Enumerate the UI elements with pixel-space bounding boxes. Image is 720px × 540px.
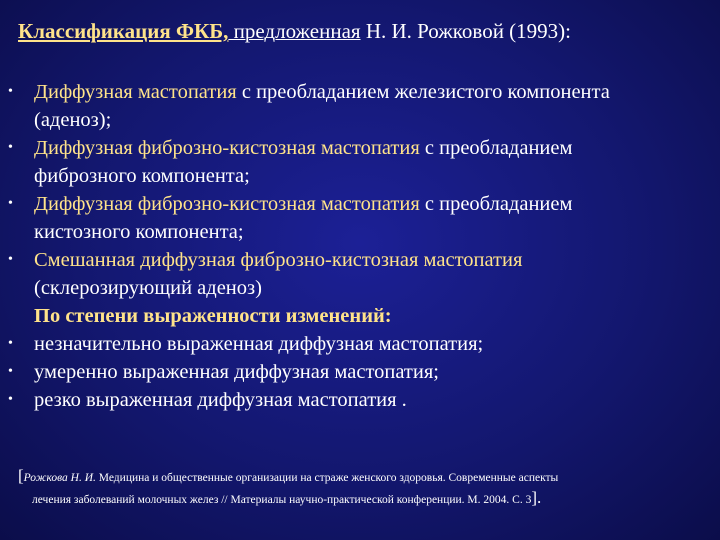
list-item-continuation	[0, 162, 715, 190]
list-item-continuation	[0, 218, 715, 246]
reference-citation	[18, 466, 708, 510]
severity-subheading: По степени выраженности изменений:	[34, 305, 392, 327]
item-accent: Диффузная фиброзно-кистозная мастопатия	[34, 137, 420, 159]
item-accent: Смешанная диффузная фиброзно-кистозная мастопатия	[34, 249, 523, 271]
item-text: с преобладанием	[419, 137, 573, 159]
title-bold: Классификация ФКБ,	[18, 19, 229, 43]
list-item-continuation	[0, 274, 715, 302]
list-item	[0, 358, 715, 386]
item-text: фиброзного компонента;	[34, 165, 250, 187]
bullet-icon: •	[8, 140, 13, 155]
item-text: кистозного компонента;	[34, 221, 244, 243]
reference-open-bracket: [	[18, 466, 24, 485]
item-text: умеренно выраженная диффузная мастопатия;	[34, 361, 439, 383]
title-rest: Н. И. Рожковой (1993):	[360, 19, 572, 43]
reference-author: Рожкова Н. И.	[23, 472, 96, 484]
bullet-icon: •	[8, 252, 13, 267]
bullet-icon: •	[8, 196, 13, 211]
list-item	[0, 78, 715, 106]
bullet-icon: •	[8, 364, 13, 379]
reference-line-1	[18, 466, 708, 488]
item-text: с преобладанием железистого компонента	[236, 81, 610, 103]
item-text: незначительно выраженная диффузная мастопатия;	[34, 333, 484, 355]
bullet-icon: •	[8, 392, 13, 407]
list-item	[0, 190, 715, 218]
item-text: с преобладанием	[419, 193, 573, 215]
list-item	[0, 134, 715, 162]
list-item	[0, 246, 715, 274]
reference-line-2	[18, 488, 708, 510]
item-text: (аденоз);	[34, 109, 112, 131]
item-text: (склерозирующий аденоз)	[34, 277, 262, 299]
reference-close-bracket: ].	[531, 488, 542, 507]
item-accent: Диффузная фиброзно-кистозная мастопатия	[34, 193, 420, 215]
classification-list	[0, 78, 715, 414]
list-item	[0, 330, 715, 358]
reference-text: Медицина и общественные организации на страже женского здоровья. Современные аспекты	[95, 472, 559, 484]
bullet-icon: •	[8, 84, 13, 99]
reference-text-2: лечения заболеваний молочных желез // Материалы научно-практической конференции. М. 2004. С. 3	[32, 494, 532, 506]
bullet-icon: •	[8, 336, 13, 351]
item-accent: Диффузная мастопатия	[34, 81, 237, 103]
slide-title	[18, 18, 708, 44]
title-underlined: предложенная	[228, 19, 361, 43]
item-text: резко выраженная диффузная мастопатия .	[34, 389, 407, 411]
list-item-continuation	[0, 106, 715, 134]
list-item	[0, 386, 715, 414]
